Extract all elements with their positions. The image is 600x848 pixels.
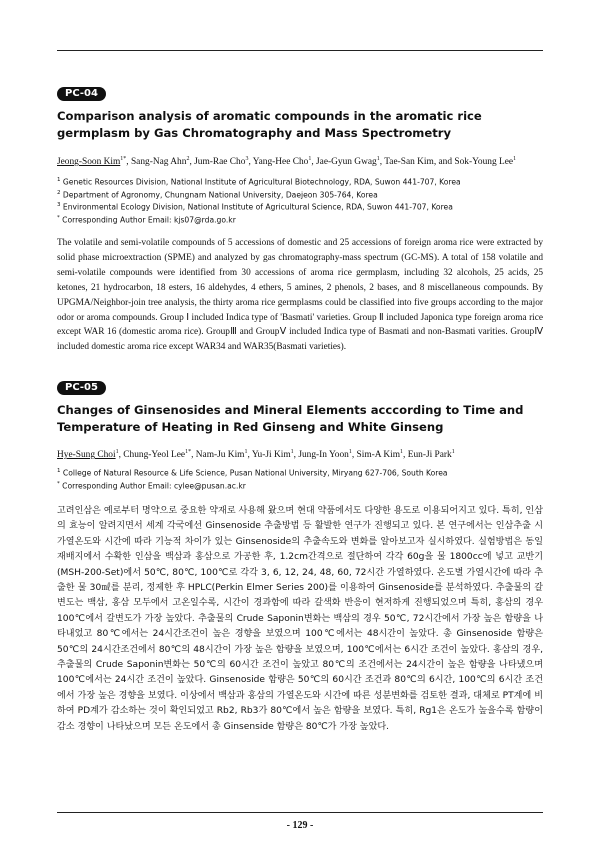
affiliation-text: Corresponding Author Email: kjs07@rda.go.kr	[59, 215, 236, 225]
section-title-pc05: Changes of Ginsenosides and Mineral Elements acccording to Time and Temperature of Heating in Red Ginseng and White Ginseng	[57, 403, 524, 434]
author-superscript: 1	[290, 449, 294, 455]
author-name: Eun-Ji Park	[407, 450, 452, 461]
affiliation-superscript: *	[57, 215, 60, 222]
affiliation-superscript: 1	[57, 468, 61, 474]
author-superscript: 1	[115, 449, 119, 455]
section-title-pc04: Comparison analysis of aromatic compounds in the aromatic rice germplasm by Gas Chromatography and Mass Spectrometry	[57, 109, 482, 140]
author-superscript: 1	[348, 449, 352, 455]
author-name: Sang-Nag Ahn	[130, 157, 187, 168]
top-rule	[57, 50, 543, 51]
affiliation-text: Environmental Ecology Division, National Institute of Agricultural Science, RDA, Suwon 441-707, Korea	[60, 203, 453, 212]
author	[131, 157, 189, 167]
abstract-pc05: 고려인삼은 예로부터 명약으로 중요한 약재로 사용해 왔으며 현대 약품에서도 다양한 용도로 이용되어지고 있다. 특히, 인삼의 효능이 알려지면서 세계 각국에선 Ginsenoside 추출방법 등 활발한 연구가 진행되고 있다. 본 연구에서는 인삼추출 시 가열온도와 시간에 따라 기능적 차이가 있는 Ginsenoside의 추출속도와 변화를 알아보고자 실시하였다. 실험방법은 동일 재배지에서 수확한 인삼을 백삼과 홍삼으로 가공한 후, 1.2cm간격으로 절단하여 각각 60g을 물 1800cc에 넣고 교반기(MSH-200-Set)에서 50℃, 80℃, 100℃로 각각 3, 6, 12, 24, 48, 60, 72시간 가열하였다. 온도별 가열시간에 따라 추출한 물 30㎖를 분리, 정제한 후 HPLC(Perkin Elmer Series 200)를 이용하여 Ginsenoside를 분석하였다. 추출물의 갈변도는 백삼, 홍삼 모두에서 고온일수록, 시간이 경과함에 따라 갈색화 반응이 현저하게 진행되었으며 특히, 홍삼의 경우 100℃에서 갈변도가 가장 높았다. 추출물의 Crude Saponin변화는 백삼의 경우 50℃, 72시간에서 가장 높은 함량을 나타내었고 80℃에서는 24시간조건이 높은 경향을 보였으며 100℃에서는 48시간이 높았다. 총 Ginsenoside 함량은 50℃의 24시간조건에서 80℃의 48시간이 가장 높은 함량을 보였으며, 100℃에서는 6시간 조건이 높았다. 홍삼의 경우, 추출물의 Crude Saponin변화는 50℃의 60시간 조건이 높았고 80℃의 조건에서는 24시간이 높은 함량을 나타냈으며 100℃에서는 24시간 조건이 높았다. Ginsenoside 함량은 50℃의 60시간 조건과 80℃의 6시간, 100℃의 6시간 조건에서 가장 높은 경향을 보였다. 이상에서 백삼과 홍삼의 가열온도와 시간에 따른 성분변화를 검토한 결과, 대체로 PT계에 비하여 PD계가 감소하는 것이 확인되었고 Rb2, Rb3가 80℃에서 높은 함량을 보였다. 특히, Rg1은 온도가 높을수록 함량이 감소 경향이 나타났으며 모든 온도에서 총 Ginsenside 함량은 80℃가 가장 높았다.	[57, 506, 543, 732]
author-superscript: 1	[400, 449, 404, 455]
affiliation-line	[57, 479, 547, 492]
affiliation-line	[57, 213, 547, 226]
author-superscript: 1	[513, 156, 517, 162]
author	[57, 450, 119, 460]
affiliation-superscript: 2	[57, 189, 61, 196]
affiliations-pc04	[57, 175, 547, 226]
author	[384, 157, 516, 167]
author	[408, 450, 455, 460]
author-superscript: 1	[376, 156, 380, 162]
author	[194, 157, 248, 167]
author	[123, 450, 191, 460]
author-superscript: 1	[451, 449, 455, 455]
author-name: Hye-Sung Choi	[57, 450, 116, 461]
author-name: Tae-San Kim, and Sok-Young Lee	[384, 157, 514, 168]
author-name: Jae-Gyun Gwag	[316, 157, 377, 168]
author-list-pc04: Jeong-Soon Kim$^{1*}$, Sang-Nag Ahn$^2$, Jum-Rae Cho$^3$, Yang-Hee Cho$^1$, Jae-Gyun Gwag$^1$, Tae-San Kim, and Sok-Young Lee$^1$	[57, 156, 517, 168]
author-name: Jeong-Soon Kim	[57, 157, 121, 168]
author-list-pc05: Hye-Sung Choi$^1$, Chung-Yeol Lee$^{1*}$, Nam-Ju Kim$^1$, Yu-Ji Kim$^1$, Jung-In Yoon$^1$, Sim-A Kim$^1$, Eun-Ji Park$^1$	[57, 449, 455, 461]
affiliation-text: College of Natural Resource & Life Science, Pusan National University, Miryang 627-706, South Korea	[60, 468, 448, 478]
affiliation-superscript: *	[57, 480, 60, 487]
author-name: Jung-In Yoon	[298, 450, 349, 461]
author-name: Chung-Yeol Lee	[123, 450, 186, 461]
author-name: Jum-Rae Cho	[194, 157, 246, 168]
affiliation-superscript: 3	[57, 202, 61, 209]
author-superscript: 2	[186, 156, 190, 162]
affiliation-superscript: 1	[57, 177, 61, 183]
author-superscript: 3	[245, 156, 249, 162]
author-superscript: 1*	[185, 449, 192, 455]
author-name: Sim-A Kim	[356, 450, 401, 461]
author	[298, 450, 352, 460]
author	[196, 450, 248, 460]
bottom-rule	[57, 812, 543, 813]
affiliation-text: Genetic Resources Division, National Institute of Agricultural Biotechnology, RDA, Suwon 441-707, Korea	[60, 177, 461, 187]
abstract-pc04: The volatile and semi-volatile compounds of 5 accessions of domestic and 25 accessions of foreign aroma rice were extracted by solid phase microextraction (SPME) and analyzed by gas chromatography-mass spectrum (GC-MS). A total of 158 volatile and semi-volatile compounds were identified from 30 accessions of aroma rice germplasm, including 32 alcohols, 25 acids, 25 ketones, 21 hydrocarbon, 18 esters, 16 aldehydes, 4 ethers, 5 amines, 2 phenols, 2 bases, and 8 miscellaneous compounds. By UPGMA/Neighbor-join tree analysis, the thirty aroma rice germplasms could be classified into five groups according to the major odor or aroma compounds. Group Ⅰ included Indica type of 'Basmati' varieties. Group Ⅱ included Japonica type foreign aroma rice except WAR 16 (domestic aroma rice). GroupⅢ and GroupⅤ included Indica type of Basmati and non-Basmati varities. GroupⅣ included domestic aroma rice except WAR34 and WAR35(Basmati varieties).	[57, 238, 543, 353]
author-superscript: 1	[244, 449, 248, 455]
author-superscript: 1*	[120, 156, 127, 162]
affiliation-line	[57, 175, 547, 188]
author-name: Yu-Ji Kim	[251, 450, 291, 461]
author-name: Yang-Hee Cho	[252, 157, 309, 168]
affiliation-text: Corresponding Author Email: cylee@pusan.ac.kr	[59, 481, 246, 491]
page-number: - 129 -	[286, 820, 314, 831]
author	[357, 450, 404, 460]
author	[316, 157, 380, 167]
affiliations-pc05	[57, 466, 547, 491]
author	[252, 450, 294, 460]
affiliation-text: Department of Agronomy, Chungnam National University, Daejeon 305-764, Korea	[60, 190, 378, 200]
author	[57, 157, 126, 167]
section-badge-pc04: PC-04	[57, 87, 106, 101]
section-badge-pc05: PC-05	[57, 381, 106, 395]
author-superscript: 1	[308, 156, 312, 162]
author-name: Nam-Ju Kim	[195, 450, 245, 461]
affiliation-line	[57, 188, 547, 201]
affiliation-line	[57, 466, 547, 479]
author	[253, 157, 312, 167]
affiliation-line	[57, 200, 547, 213]
